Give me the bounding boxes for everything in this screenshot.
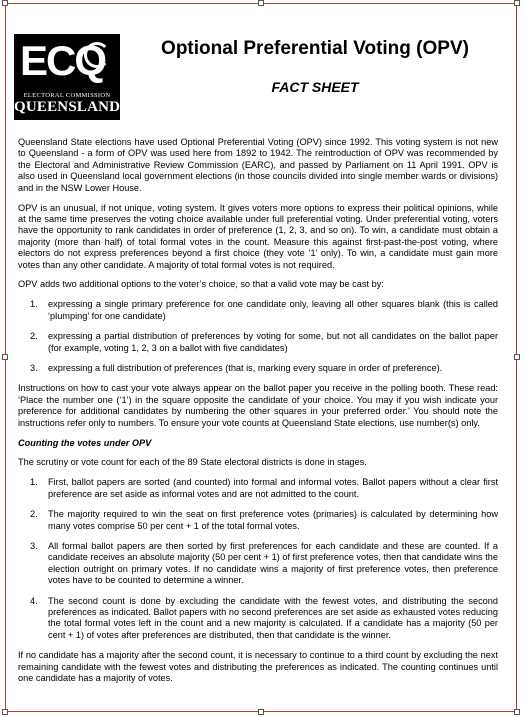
paragraph-third-count: If no candidate has a majority after the second count, it is necessary to continue to a third count by excluding the next remaining candidate with the fewest votes and distributing the preferences as indicated. The counting continues until one candidate has a majority of votes. <box>18 650 498 684</box>
logo-line-1: ELECTORAL COMMISSION <box>23 92 111 99</box>
ecq-logo <box>14 34 120 120</box>
list-number: 3. <box>30 363 38 373</box>
list-item <box>18 299 498 322</box>
list-number: 1. <box>30 477 38 488</box>
paragraph-scrutiny: The scrutiny or vote count for each of the 89 State electoral districts is done in stages. <box>18 457 367 468</box>
logo-mark: ECQ <box>20 37 106 84</box>
resize-handle-middle-right[interactable] <box>514 354 520 360</box>
resize-handle-top-left[interactable] <box>2 0 8 6</box>
list-item <box>18 541 498 587</box>
options-list <box>18 299 498 374</box>
list-text: expressing a partial distribution of preferences by voting for some, but not all candidates on the ballot paper (for example, voting 1, 2, 3 on a ballot with five candidates) <box>48 331 498 353</box>
resize-handle-bottom-right[interactable] <box>514 709 520 715</box>
resize-handle-bottom-center[interactable] <box>258 709 264 715</box>
counting-steps-list <box>18 477 498 641</box>
list-text: expressing a single primary preference for one candidate only, leaving all other squares blank (this is called ‘plumping’ for one candidate) <box>48 299 498 321</box>
resize-handle-top-center[interactable] <box>258 0 264 6</box>
list-number: 2. <box>30 331 38 342</box>
list-item <box>18 596 498 642</box>
resize-handle-top-right[interactable] <box>514 0 520 6</box>
list-item <box>18 363 498 374</box>
list-number: 4. <box>30 595 38 606</box>
document-body <box>18 137 498 693</box>
list-text: All formal ballot papers are then sorted by first preferences for each candidate and these are counted. If a candidate receives an absolute majority (50 per cent + 1) of first preference votes, then that candidate wins the election outright on primary votes. If no candidate wins a majority of first preference votes, then preference votes have to be counted to determine a winner. <box>48 540 498 586</box>
list-text: First, ballot papers are sorted (and counted) into formal and informal votes. Ballot papers without a clear first preference are set aside as informal votes and are not admitted to the count. <box>48 477 498 499</box>
paragraph-opv-description: OPV is an unusual, if not unique, voting system. It gives voters more options to express their political opinions, while at the same time preserves the voting choice available under full preferential voting. Under preferential voting, voters have the opportunity to rank candidates in order of preference (1, 2, 3, and so on). To win, a candidate must obtain a majority (more than half) of total formal votes in the count. Measure this against first-past-the-post voting, where electors do not express preferences beyond a first choice (they vote ‘1’ only). To win, a candidate must gain more votes than any other candidate. A majority of total formal votes is not required. <box>18 202 498 270</box>
list-number: 3. <box>30 540 38 551</box>
document-title: Optional Preferential Voting (OPV) <box>161 38 469 59</box>
section-heading: Counting the votes under OPV <box>18 437 152 448</box>
document-subtitle: FACT SHEET <box>271 79 359 95</box>
paragraph-options-intro: OPV adds two additional options to the voter’s choice, so that a valid vote may be cast by: <box>18 279 384 290</box>
list-text: expressing a full distribution of preferences (that is, marking every square in order of preference). <box>48 363 443 373</box>
list-text: The majority required to win the seat on first preference votes (primaries) is calculated by determining how many votes comprise 50 per cent + 1 of the total formal votes. <box>48 509 498 531</box>
resize-handle-bottom-left[interactable] <box>2 709 8 715</box>
list-number: 2. <box>30 509 38 520</box>
list-item <box>18 509 498 532</box>
logo-swirl-icon <box>84 42 110 68</box>
list-number: 1. <box>30 299 38 310</box>
resize-handle-middle-left[interactable] <box>2 354 8 360</box>
list-item <box>18 331 498 354</box>
paragraph-history: Queensland State elections have used Optional Preferential Voting (OPV) since 1992. This voting system is not new to Queensland - a form of OPV was used here from 1892 to 1942. The reintroduction of OPV was recommended by the Electoral and Administrative Review Commission (EARC), and passed by Parliament on 11 April 1991. OPV is also used in Queensland local government elections (in those councils divided into single member wards or divisions) and in the NSW Lower House. <box>18 137 498 193</box>
logo-line-2: QUEENSLAND <box>14 99 121 115</box>
list-item <box>18 477 498 500</box>
paragraph-instructions: Instructions on how to cast your vote always appear on the ballot paper you receive in the polling booth. These read: ‘Place the number one (‘1’) in the square opposite the candidate of your choice. You may if you wish indicate your preference for additional candidates by numbering the other squares in your preferred order.’ You should note the instructions refer only to numbers. To ensure your vote counts at Queensland State elections, use number(s) only. <box>18 383 498 428</box>
list-text: The second count is done by excluding the candidate with the fewest votes, and distributing the second preferences as indicated. Ballot papers with no second preferences are set aside as exhausted votes reducing the total formal votes left in the count and a new majority is calculated. If a candidate has a majority (50 per cent + 1) of votes after preferences are distributed, then that candidate is the winner. <box>48 595 498 640</box>
